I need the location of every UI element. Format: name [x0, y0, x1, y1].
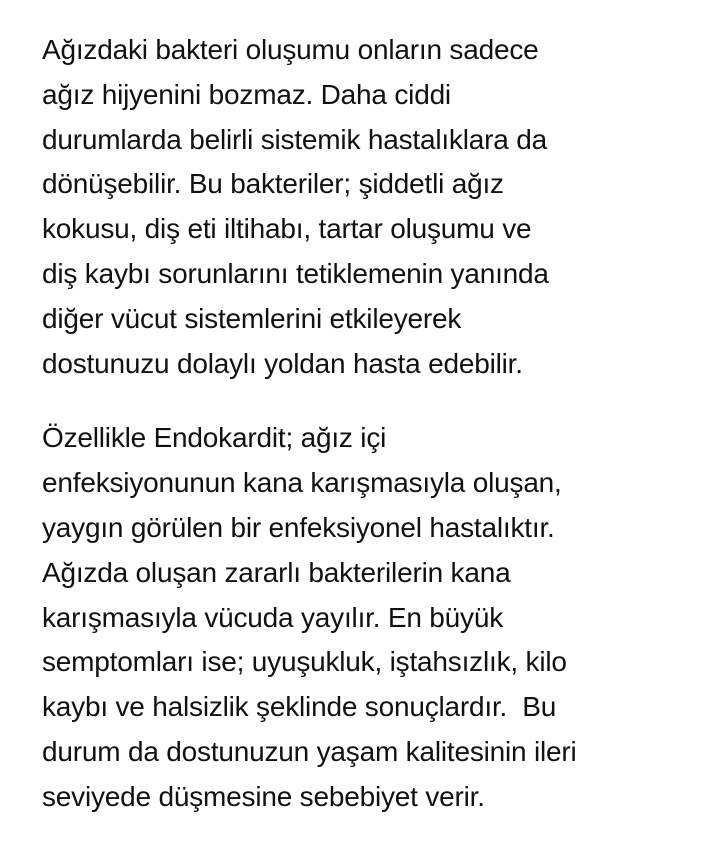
- text-line: durumlarda belirli sistemik hastalıklara da: [42, 123, 547, 155]
- text-line: Ağızdaki bakteri oluşumu onların sadece: [42, 34, 539, 65]
- text-line: diğer vücut sistemlerini etkileyerek: [42, 302, 462, 334]
- text-line: semptomları ise; uyuşukluk, iştahsızlık, kilo: [42, 646, 567, 678]
- paragraph-endocarditis: [42, 416, 690, 819]
- text-line: Özellikle Endokardit; ağız içi: [42, 422, 387, 454]
- text-line: kokusu, diş eti iltihabı, tartar oluşumu ve: [42, 213, 532, 245]
- text-line: kaybı ve halsizlik şeklinde sonuçlardır. Bu: [42, 691, 557, 723]
- text-line: Ağızda oluşan zararlı bakterilerin kana: [42, 556, 511, 588]
- text-line: yaygın görülen bir enfeksiyonel hastalıktır.: [42, 511, 555, 543]
- text-line: durum da dostunuzun yaşam kalitesinin ileri: [42, 735, 577, 767]
- text-line: dönüşebilir. Bu bakteriler; şiddetli ağız: [42, 168, 504, 200]
- text-line: seviyede düşmesine sebebiyet verir.: [42, 780, 485, 812]
- text-line: ağız hijyenini bozmaz. Daha ciddi: [42, 78, 451, 110]
- text-line: diş kaybı sorunlarını tetiklemenin yanında: [42, 257, 549, 289]
- paragraph-oral-bacteria: [42, 28, 690, 386]
- text-line: dostunuzu dolaylı yoldan hasta edebilir.: [42, 347, 523, 379]
- text-line: enfeksiyonunun kana karışmasıyla oluşan,: [42, 467, 562, 499]
- text-line: karışmasıyla vücuda yayılır. En büyük: [42, 601, 504, 633]
